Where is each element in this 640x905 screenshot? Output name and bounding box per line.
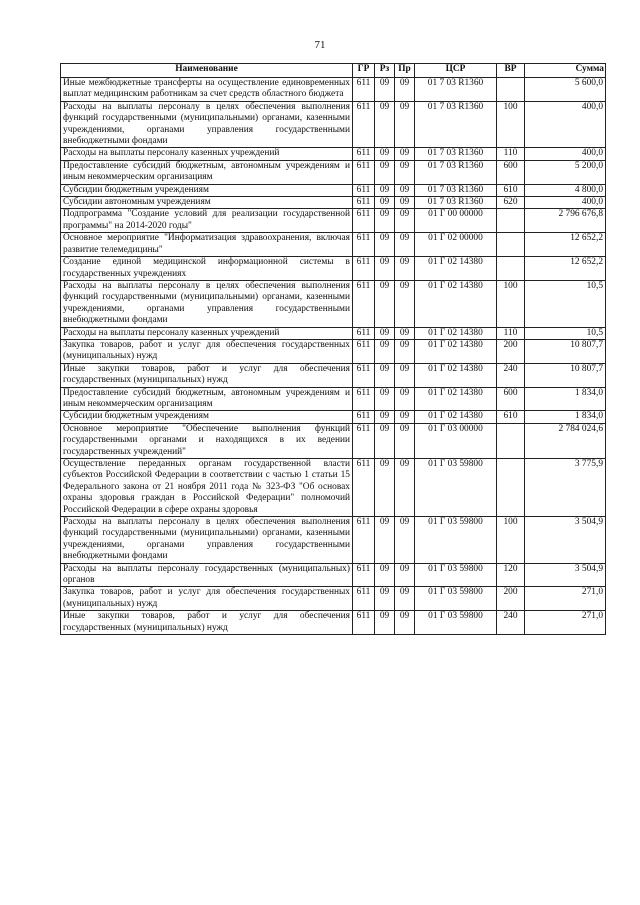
- cell-csr: 01 Г 02 14380: [415, 280, 497, 327]
- cell-name: Субсидии бюджетным учреждениям: [61, 411, 353, 423]
- cell-csr: 01 Г 02 14380: [415, 257, 497, 281]
- cell-gr: 611: [353, 78, 375, 102]
- cell-name: Создание единой медицинской информационной системы в государственных учреждениях: [61, 257, 353, 281]
- table-row: [61, 101, 606, 148]
- cell-sum: 400,0: [525, 148, 606, 160]
- cell-name: Закупка товаров, работ и услуг для обеспечения государственных (муниципальных) нужд: [61, 587, 353, 611]
- cell-name: Расходы на выплаты персоналу в целях обеспечения выполнения функций государственными (муниципальными) органами, казенными учреждениями, органами управления государственными внебюджетными фондами: [61, 101, 353, 148]
- cell-pr: 09: [395, 78, 415, 102]
- header-name: Наименование: [61, 64, 353, 78]
- cell-pr: 09: [395, 101, 415, 148]
- cell-vr: 600: [497, 160, 525, 184]
- table-row: [61, 197, 606, 209]
- cell-pr: 09: [395, 257, 415, 281]
- table-row: [61, 339, 606, 363]
- budget-table: [60, 63, 606, 635]
- cell-rz: 09: [375, 280, 395, 327]
- cell-rz: 09: [375, 459, 395, 517]
- cell-name: Субсидии бюджетным учреждениям: [61, 184, 353, 196]
- cell-csr: 01 Г 02 14380: [415, 339, 497, 363]
- cell-pr: 09: [395, 148, 415, 160]
- cell-csr: 01 Г 02 14380: [415, 327, 497, 339]
- table-header-row: [61, 64, 606, 78]
- cell-rz: 09: [375, 209, 395, 233]
- cell-gr: 611: [353, 160, 375, 184]
- table-row: [61, 563, 606, 587]
- cell-pr: 09: [395, 327, 415, 339]
- cell-sum: 4 800,0: [525, 184, 606, 196]
- cell-gr: 611: [353, 327, 375, 339]
- cell-pr: 09: [395, 611, 415, 635]
- cell-name: Субсидии автономным учреждениям: [61, 197, 353, 209]
- cell-sum: 1 834,0: [525, 411, 606, 423]
- cell-pr: 09: [395, 160, 415, 184]
- cell-gr: 611: [353, 587, 375, 611]
- cell-name: Расходы на выплаты персоналу в целях обеспечения выполнения функций государственными (муниципальными) органами, казенными учреждениями, органами управления государственными внебюджетными фондами: [61, 280, 353, 327]
- cell-rz: 09: [375, 184, 395, 196]
- table-row: [61, 148, 606, 160]
- cell-csr: 01 Г 03 59800: [415, 611, 497, 635]
- cell-rz: 09: [375, 257, 395, 281]
- cell-rz: 09: [375, 563, 395, 587]
- cell-name: Подпрограмма "Создание условий для реализации государственной программы" на 2014-2020 годы": [61, 209, 353, 233]
- cell-rz: 09: [375, 339, 395, 363]
- cell-rz: 09: [375, 387, 395, 411]
- cell-rz: 09: [375, 363, 395, 387]
- table-row: [61, 280, 606, 327]
- cell-csr: 01 Г 02 00000: [415, 233, 497, 257]
- cell-csr: 01 7 03 R1360: [415, 184, 497, 196]
- table-row: [61, 363, 606, 387]
- cell-gr: 611: [353, 184, 375, 196]
- table-row: [61, 517, 606, 564]
- cell-pr: 09: [395, 233, 415, 257]
- cell-vr: 120: [497, 563, 525, 587]
- cell-name: Основное мероприятие "Информатизация здравоохранения, включая развитие телемедицины": [61, 233, 353, 257]
- cell-sum: 3 504,9: [525, 517, 606, 564]
- cell-csr: 01 7 03 R1360: [415, 160, 497, 184]
- cell-vr: 100: [497, 517, 525, 564]
- cell-csr: 01 Г 02 14380: [415, 387, 497, 411]
- cell-vr: 110: [497, 327, 525, 339]
- cell-sum: 10,5: [525, 280, 606, 327]
- header-pr: Пр: [395, 64, 415, 78]
- cell-sum: 1 834,0: [525, 387, 606, 411]
- header-csr: ЦСР: [415, 64, 497, 78]
- cell-rz: 09: [375, 101, 395, 148]
- cell-rz: 09: [375, 611, 395, 635]
- cell-sum: 271,0: [525, 587, 606, 611]
- cell-gr: 611: [353, 611, 375, 635]
- table-row: [61, 257, 606, 281]
- cell-pr: 09: [395, 363, 415, 387]
- cell-rz: 09: [375, 587, 395, 611]
- table-row: [61, 411, 606, 423]
- cell-vr: [497, 423, 525, 458]
- cell-gr: 611: [353, 280, 375, 327]
- cell-gr: 611: [353, 423, 375, 458]
- cell-vr: 200: [497, 587, 525, 611]
- cell-csr: 01 Г 03 59800: [415, 517, 497, 564]
- cell-gr: 611: [353, 257, 375, 281]
- cell-name: Закупка товаров, работ и услуг для обеспечения государственных (муниципальных) нужд: [61, 339, 353, 363]
- cell-sum: 12 652,2: [525, 257, 606, 281]
- table-row: [61, 459, 606, 517]
- cell-csr: 01 7 03 R1360: [415, 78, 497, 102]
- cell-sum: 400,0: [525, 197, 606, 209]
- cell-name: Расходы на выплаты персоналу в целях обеспечения выполнения функций государственными (муниципальными) органами, казенными учреждениями, органами управления государственными внебюджетными фондами: [61, 517, 353, 564]
- table-row: [61, 233, 606, 257]
- table-row: [61, 160, 606, 184]
- cell-name: Расходы на выплаты персоналу государственных (муниципальных) органов: [61, 563, 353, 587]
- table-row: [61, 209, 606, 233]
- cell-name: Расходы на выплаты персоналу казенных учреждений: [61, 327, 353, 339]
- page-number: 71: [314, 39, 326, 51]
- cell-sum: 271,0: [525, 611, 606, 635]
- cell-sum: 10,5: [525, 327, 606, 339]
- cell-rz: 09: [375, 148, 395, 160]
- cell-pr: 09: [395, 387, 415, 411]
- cell-gr: 611: [353, 339, 375, 363]
- cell-name: Осуществление переданных органам государственной власти субъектов Российской Федерации в соответствии с частью 1 статьи 15 Федерального закона от 21 ноября 2011 года № 323-ФЗ "Об основах охраны здоровья граждан в Российской Федерации" полномочий Российской Федерации в сфере охраны здоровья: [61, 459, 353, 517]
- table-body: [61, 78, 606, 635]
- cell-pr: 09: [395, 209, 415, 233]
- cell-name: Предоставление субсидий бюджетным, автономным учреждениям и иным некоммерческим организациям: [61, 387, 353, 411]
- header-sum: Сумма: [525, 64, 606, 78]
- cell-gr: 611: [353, 563, 375, 587]
- cell-pr: 09: [395, 339, 415, 363]
- cell-vr: [497, 233, 525, 257]
- cell-csr: 01 Г 03 59800: [415, 459, 497, 517]
- cell-vr: 240: [497, 363, 525, 387]
- cell-vr: [497, 257, 525, 281]
- cell-rz: 09: [375, 197, 395, 209]
- cell-csr: 01 Г 03 59800: [415, 587, 497, 611]
- cell-vr: [497, 459, 525, 517]
- cell-vr: 100: [497, 101, 525, 148]
- cell-vr: 610: [497, 411, 525, 423]
- table-row: [61, 611, 606, 635]
- cell-name: Иные закупки товаров, работ и услуг для обеспечения государственных (муниципальных) нужд: [61, 363, 353, 387]
- table-row: [61, 327, 606, 339]
- cell-gr: 611: [353, 387, 375, 411]
- cell-name: Иные закупки товаров, работ и услуг для обеспечения государственных (муниципальных) нужд: [61, 611, 353, 635]
- cell-gr: 611: [353, 459, 375, 517]
- cell-gr: 611: [353, 101, 375, 148]
- cell-csr: 01 Г 02 14380: [415, 363, 497, 387]
- cell-gr: 611: [353, 233, 375, 257]
- cell-sum: 10 807,7: [525, 363, 606, 387]
- cell-sum: 12 652,2: [525, 233, 606, 257]
- cell-sum: 10 807,7: [525, 339, 606, 363]
- cell-gr: 611: [353, 517, 375, 564]
- cell-vr: 100: [497, 280, 525, 327]
- cell-pr: 09: [395, 517, 415, 564]
- cell-gr: 611: [353, 411, 375, 423]
- cell-pr: 09: [395, 184, 415, 196]
- cell-sum: 2 796 676,8: [525, 209, 606, 233]
- cell-name: Предоставление субсидий бюджетным, автономным учреждениям и иным некоммерческим организациям: [61, 160, 353, 184]
- table-row: [61, 587, 606, 611]
- cell-pr: 09: [395, 563, 415, 587]
- cell-gr: 611: [353, 148, 375, 160]
- cell-csr: 01 Г 00 00000: [415, 209, 497, 233]
- cell-pr: 09: [395, 197, 415, 209]
- cell-gr: 611: [353, 197, 375, 209]
- cell-sum: 5 600,0: [525, 78, 606, 102]
- cell-vr: 200: [497, 339, 525, 363]
- cell-sum: 2 784 024,6: [525, 423, 606, 458]
- cell-name: Иные межбюджетные трансферты на осуществление единовременных выплат медицинским работникам за счет средств областного бюджета: [61, 78, 353, 102]
- table-row: [61, 387, 606, 411]
- cell-vr: 600: [497, 387, 525, 411]
- cell-gr: 611: [353, 209, 375, 233]
- cell-csr: 01 Г 03 59800: [415, 563, 497, 587]
- cell-vr: 110: [497, 148, 525, 160]
- cell-pr: 09: [395, 411, 415, 423]
- cell-vr: 610: [497, 184, 525, 196]
- cell-rz: 09: [375, 517, 395, 564]
- cell-csr: 01 Г 02 14380: [415, 411, 497, 423]
- table-row: [61, 184, 606, 196]
- header-gr: ГР: [353, 64, 375, 78]
- cell-vr: [497, 209, 525, 233]
- cell-gr: 611: [353, 363, 375, 387]
- cell-sum: 3 504,9: [525, 563, 606, 587]
- header-vr: ВР: [497, 64, 525, 78]
- cell-pr: 09: [395, 280, 415, 327]
- cell-rz: 09: [375, 327, 395, 339]
- cell-rz: 09: [375, 411, 395, 423]
- cell-pr: 09: [395, 423, 415, 458]
- table-row: [61, 423, 606, 458]
- cell-sum: 400,0: [525, 101, 606, 148]
- cell-sum: 3 775,9: [525, 459, 606, 517]
- cell-csr: 01 Г 03 00000: [415, 423, 497, 458]
- cell-rz: 09: [375, 423, 395, 458]
- cell-rz: 09: [375, 233, 395, 257]
- cell-vr: [497, 78, 525, 102]
- cell-vr: 620: [497, 197, 525, 209]
- cell-csr: 01 7 03 R1360: [415, 101, 497, 148]
- cell-csr: 01 7 03 R1360: [415, 197, 497, 209]
- header-rz: Рз: [375, 64, 395, 78]
- cell-csr: 01 7 03 R1360: [415, 148, 497, 160]
- cell-name: Расходы на выплаты персоналу казенных учреждений: [61, 148, 353, 160]
- cell-vr: 240: [497, 611, 525, 635]
- cell-rz: 09: [375, 160, 395, 184]
- cell-rz: 09: [375, 78, 395, 102]
- cell-name: Основное мероприятие "Обеспечение выполнения функций государственными органами и находящихся в их ведении государственных учреждений": [61, 423, 353, 458]
- cell-sum: 5 200,0: [525, 160, 606, 184]
- table-row: [61, 78, 606, 102]
- cell-pr: 09: [395, 587, 415, 611]
- cell-pr: 09: [395, 459, 415, 517]
